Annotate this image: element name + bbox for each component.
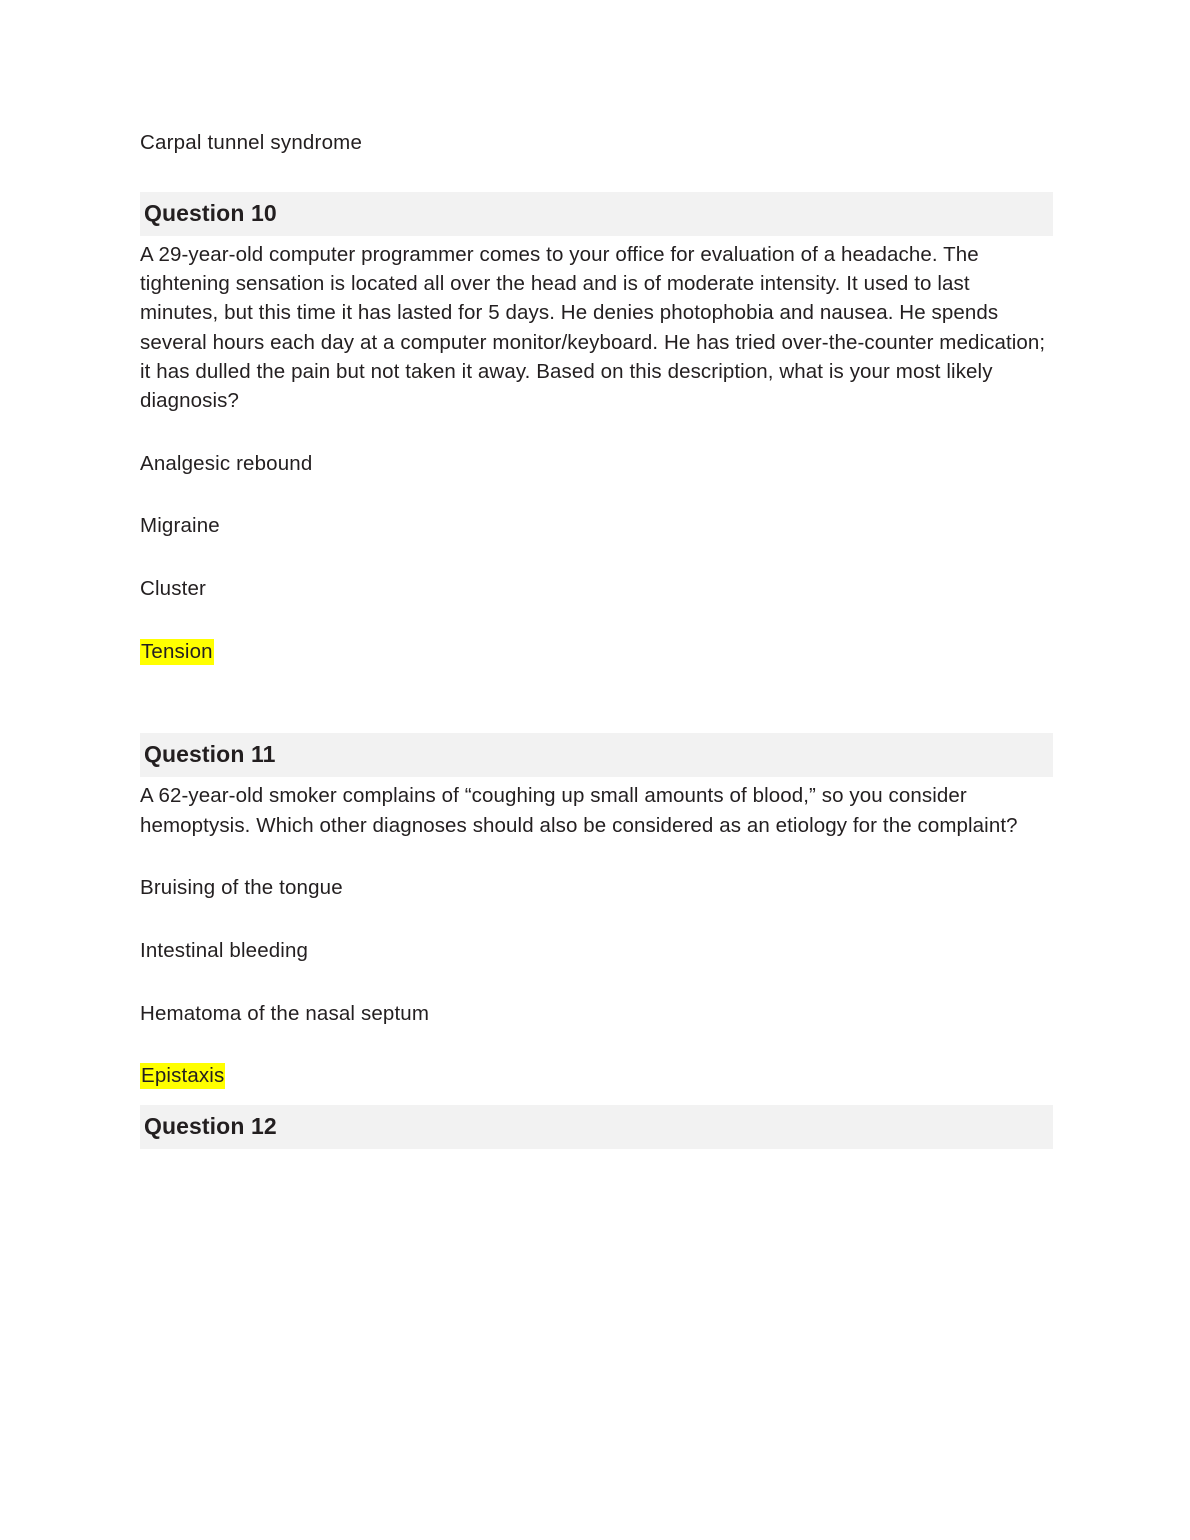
answer-option-label: Migraine — [140, 514, 220, 538]
answer-option-label: Tension — [141, 639, 213, 663]
answer-option — [140, 574, 1055, 604]
question-heading-11: Question 11 — [140, 733, 1053, 777]
answer-option-label: Intestinal bleeding — [140, 938, 309, 962]
section-spacer — [140, 1091, 1055, 1105]
answer-option-label: Cluster — [140, 577, 206, 601]
answer-option — [140, 999, 1055, 1029]
question-heading-12: Question 12 — [140, 1105, 1053, 1149]
question-heading-10: Question 10 — [140, 192, 1053, 236]
answer-option — [140, 936, 1055, 966]
answer-option — [140, 511, 1055, 541]
answer-option-highlighted — [140, 637, 1055, 667]
answer-option — [140, 873, 1055, 903]
section-spacer — [140, 666, 1055, 704]
answer-option-label: Hematoma of the nasal septum — [140, 1001, 430, 1025]
question-stem-11: A 62-year-old smoker complains of “coughing up small amounts of blood,” so you consider hemoptysis. Which other diagnoses should also be considered as an etiology for the complaint? — [140, 784, 1018, 837]
answer-option-label: Analgesic rebound — [140, 451, 313, 475]
question-stem-10: A 29-year-old computer programmer comes to your office for evaluation of a headache. The tightening sensation is located all over the head and is of moderate intensity. It used to last minutes, but this time it has lasted for 5 days. He denies photophobia and nausea. He spends several hours each day at a computer monitor/keyboard. He has tried over-the-counter medication; it has dulled the pain but not taken it away. Based on this description, what is your most likely diagnosis? — [140, 242, 1046, 413]
answer-option-highlighted — [140, 1061, 1055, 1091]
carryover-answer-text: Carpal tunnel syndrome — [140, 131, 363, 154]
answer-option — [140, 449, 1055, 479]
answer-option-label: Epistaxis — [141, 1064, 225, 1088]
answer-option-label: Bruising of the tongue — [140, 876, 343, 900]
